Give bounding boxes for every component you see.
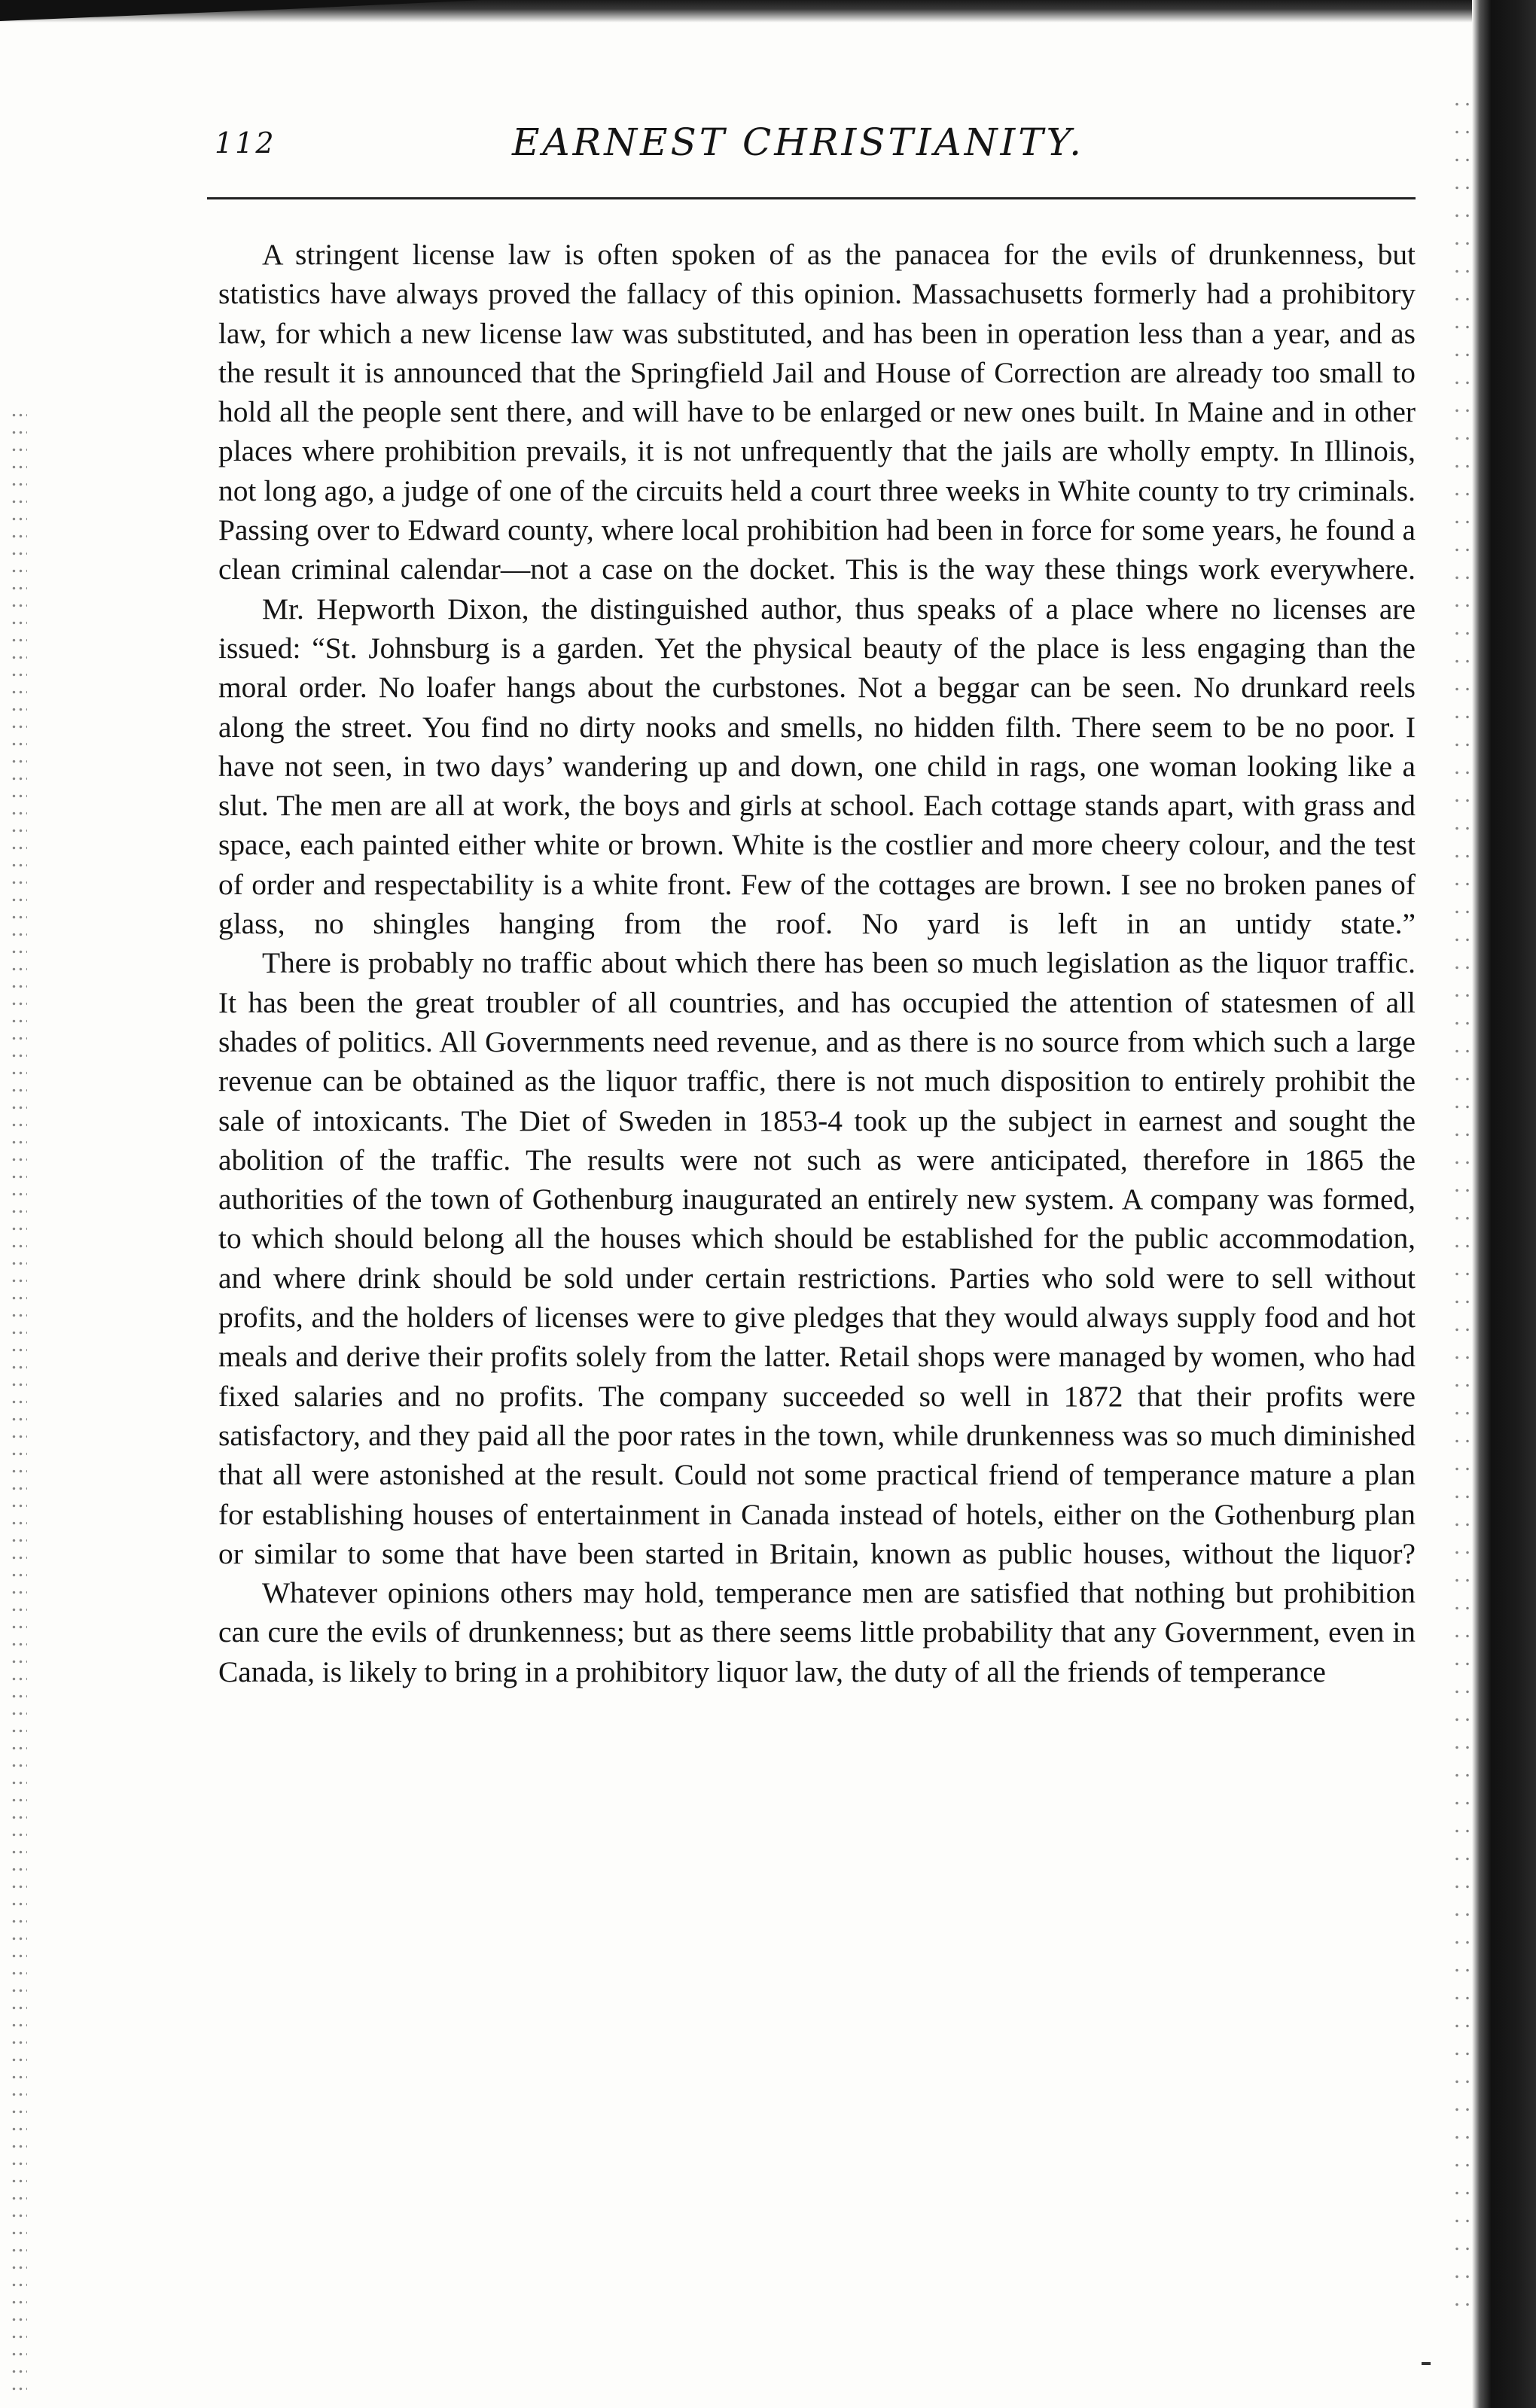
scan-left-noise xyxy=(11,406,27,2394)
running-title: EARNEST CHRISTIANITY. xyxy=(512,120,1085,164)
page-header xyxy=(207,120,1416,173)
body-text xyxy=(218,235,1416,1691)
paragraph-liquor-traffic: There is probably no traffic about which there has been so much legislation as the liquor traffic. It has been the great troubler of all countries, and has occupied the attention of statesmen of all shades of politics. All Governments need revenue, and as there is no source from which such a large revenue can be obtained as the liquor traffic, there is not much disposition to entirely prohibit the sale of intoxicants. The Diet of Sweden in 1853-4 took up the subject in earnest and sought the abolition of the traffic. The results were not such as were anticipated, therefore in 1865 the authorities of the town of Gothenburg inaugurated an entirely new system. A company was formed, to which should belong all the houses which should be established for the public accommodation, and where drink should be sold under certain restrictions. Parties who sold were to sell without profits, and the holders of licenses were to give pledges that they would always supply food and hot meals and derive their profits solely from the latter. Retail shops were managed by women, who had fixed salaries and no profits. The company succeeded so well in 1872 that their profits were satisfactory, and they paid all the poor rates in the town, while drunkenness was so much diminished that all were astonished at the result. Could not some practical friend of temperance mature a plan for establishing houses of entertainment in Canada instead of hotels, either on the Gothenburg plan or similar to some that have been started in Britain, known as public houses, without the liquor? xyxy=(218,946,1416,1570)
paragraph-prohibition: Whatever opinions others may hold, temperance men are satisfied that nothing but prohibition can cure the evils of drunkenness; but as there seems little probability that any Government, even in Canada, is likely to bring in a prohibitory liquor law, the duty of all the friends of temperance xyxy=(218,1576,1416,1688)
paragraph-license-law: A stringent license law is often spoken of as the panacea for the evils of drunkenness, but statistics have always proved the fallacy of this opinion. Massachusetts formerly had a prohibitory law, for which a new license law was substituted, and has been in operation less than a year, and as the result it is announced that the Springfield Jail and House of Correction are already too small to hold all the people sent there, and will have to be enlarged or new ones built. In Maine and in other places where prohibition prevails, it is not unfrequently that the jails are wholly empty. In Illinois, not long ago, a judge of one of the circuits held a court three weeks in White county to try criminals. Passing over to Edward county, where local prohibition had been in force for some years, he found a clean criminal calendar—not a case on the docket. This is the way these things work everywhere. xyxy=(218,238,1416,586)
scan-right-edge xyxy=(1472,0,1536,2408)
scan-right-noise xyxy=(1452,90,1474,2311)
scan-mark xyxy=(1422,2362,1431,2365)
header-rule xyxy=(207,197,1416,199)
page-number: 112 xyxy=(215,126,276,160)
paragraph-hepworth-dixon: Mr. Hepworth Dixon, the distinguished author, thus speaks of a place where no licenses are issued: “St. Johnsburg is a garden. Yet the physical beauty of the place is less engaging than the moral order. No loafer hangs about the curbstones. Not a beggar can be seen. No drunkard reels along the street. You find no dirty nooks and smells, no hidden filth. There seem to be no poor. I have not seen, in two days’ wandering up and down, one child in rags, one woman looking like a slut. The men are all at work, the boys and girls at school. Each cottage stands apart, with grass and space, each painted either white or brown. White is the costlier and more cheery colour, and the test of order and respectability is a white front. Few of the cottages are brown. I see no broken panes of glass, no shingles hanging from the roof. No yard is left in an untidy state.” xyxy=(218,592,1416,941)
